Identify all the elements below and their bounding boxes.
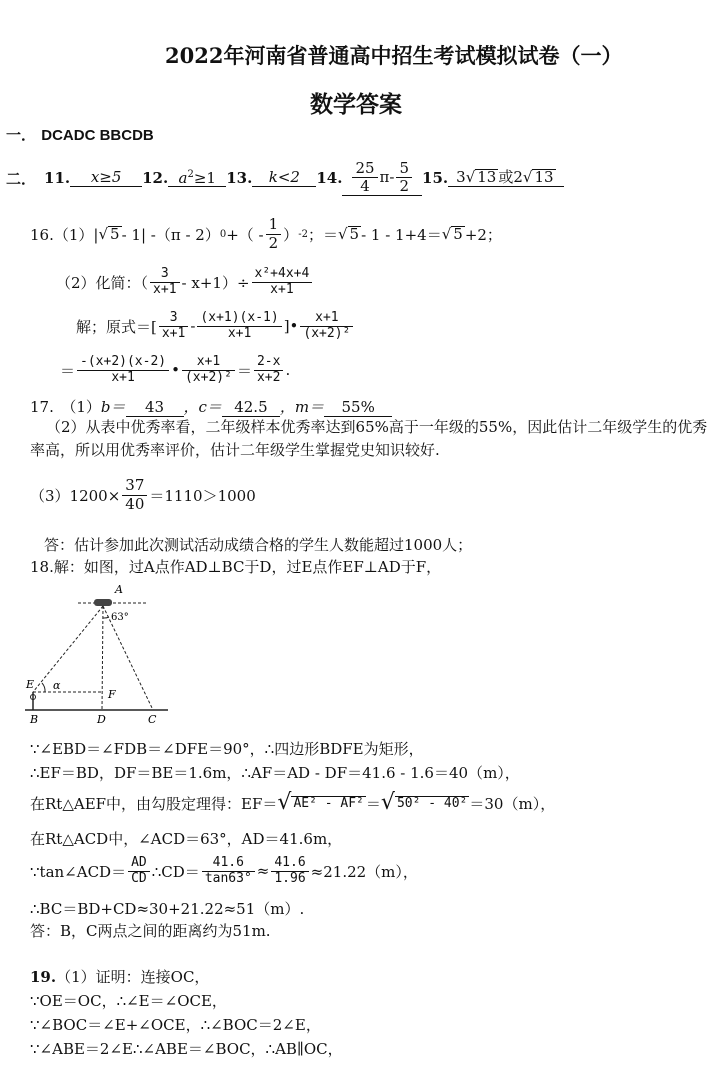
q16-part2-solution: 解；原式＝[ $\frac{3}{x+1}$ - $\frac{(x+1)(x-1)}{x+1}$ ]• $\frac{x+1}{\text{(x+2)²}}$ — [76, 304, 355, 348]
q2-num-15: 15. — [422, 169, 449, 187]
q1-row — [6, 124, 154, 145]
q2-answer-14: $\frac{25}{4}$ π- $\frac{5}{2}$ — [342, 160, 422, 197]
label-F: F — [108, 688, 116, 701]
line-AE — [33, 606, 103, 692]
q2-num-14: 14. — [316, 169, 343, 187]
q19-line1: 19.（1）证明：连接OC， — [30, 968, 210, 986]
q1-answers: DCADC BBCDB — [41, 127, 154, 144]
label-D: D — [97, 713, 106, 726]
q17-part3: （3）1200× $\frac{37}{40}$ ＝1110＞1000 — [30, 476, 256, 513]
q18-figure — [20, 580, 180, 726]
drone-icon — [94, 599, 112, 606]
q2-num-13: 13. — [226, 169, 253, 187]
q18-line3: 在Rt△AEF中，由勾股定理得：EF＝ √ AE² - AF² ＝ √ 50² - 40² ＝30（m）， — [30, 790, 556, 815]
line-AD — [102, 606, 103, 710]
label-alpha: α — [53, 679, 61, 692]
q19-line3: ∵∠BOC＝∠E+∠OCE，∴∠BOC＝2∠E， — [30, 1016, 321, 1034]
page-title: 2022年河南省普通高中招生考试模拟试卷（一） — [165, 43, 623, 68]
q17-part2: （2）从表中优秀率看，二年级样本优秀率达到65%高于一年级的55%，因此估计二年级学生的优秀率高，所以用优秀率评价，估计二年级学生掌握党史知识较好. — [30, 418, 708, 459]
q17-answer: 答：估计参加此次测试活动成绩合格的学生人数能超过1000人； — [44, 536, 473, 554]
q2-row — [6, 158, 564, 198]
page-subtitle: 数学答案 — [310, 91, 402, 118]
q18-line4: 在Rt△ACD中，∠ACD＝63°，AD＝41.6m， — [30, 830, 343, 848]
q18-answer: 答：B，C两点之间的距离约为51m. — [30, 922, 271, 940]
q17-b-answer: 43 — [126, 399, 184, 417]
q18-intro: 18.解：如图，过A点作AD⊥BC于D，过E点作EF⊥AD于F， — [30, 558, 442, 576]
label-B: B — [30, 713, 39, 726]
q18-line2: ∴EF＝BD，DF＝BE＝1.6m，∴AF＝AD - DF＝41.6 - 1.6＝40（m）， — [30, 764, 520, 782]
angle-arc-A — [103, 617, 109, 618]
q16-part2-result: ＝ $\frac{-(x+2)(x-2)}{x+1}$ • $\frac{x+1}{\text{(x+2)²}}$ ＝ $\frac{2-x}{x+2}$ . — [60, 353, 291, 385]
q17-part1: 17. （1）b＝ 43 ，c＝ 42.5 ，m＝ 55% — [30, 396, 392, 417]
q16-part1: 16.（1）| √ 5 - 1| -（π - 2） 0 +（ - $\frac{1}{2}$ ） -2 ；＝ √ 5 - 1 - 1+4＝ √ 5 +2； — [30, 215, 502, 252]
q2-label: 二． — [6, 169, 37, 188]
label-A: A — [115, 583, 123, 596]
label-C: C — [148, 713, 157, 726]
q18-line6: ∴BC＝BD+CD≈30+21.22≈51（m）. — [30, 900, 305, 918]
q2-answer-12: $a^2\ge 1$ — [168, 169, 226, 188]
label-angle: 63° — [111, 612, 129, 623]
q2-num-11: 11. — [44, 169, 71, 187]
q2-answer-13: k<2 — [252, 169, 316, 187]
q16-part2-question: （2）化简：（ $\frac{3}{x+1}$ - x+1）÷ $\frac{\text{x²+4x+4}}{x+1}$ — [56, 262, 314, 302]
q17-m-answer: 55% — [324, 399, 392, 417]
q2-answer-11: x≥5 — [70, 169, 142, 187]
q18-line5: ∵tan∠ACD＝ $\frac{AD}{CD}$ ∴CD＝ $\frac{41.6}{\tan 63^\circ}$ ≈ $\frac{41.6}{1.96}$ ≈21.22（m）， — [30, 854, 418, 886]
q18-line1: ∵∠EBD＝∠FDB＝∠DFE＝90°，∴四边形BDFE为矩形， — [30, 740, 424, 758]
q19-line4: ∵∠ABE＝2∠E∴∠ABE＝∠BOC，∴AB∥OC， — [30, 1040, 343, 1058]
q17-c-answer: 42.5 — [222, 399, 280, 417]
label-E: E — [26, 678, 35, 691]
q1-label: 一． — [6, 126, 37, 144]
angle-arc-E — [42, 683, 45, 692]
q2-answer-15: 3√ 13 或2√ 13 — [448, 169, 563, 187]
q2-num-12: 12. — [142, 169, 169, 187]
q19-line2: ∵OE＝OC，∴∠E＝∠OCE， — [30, 992, 227, 1010]
